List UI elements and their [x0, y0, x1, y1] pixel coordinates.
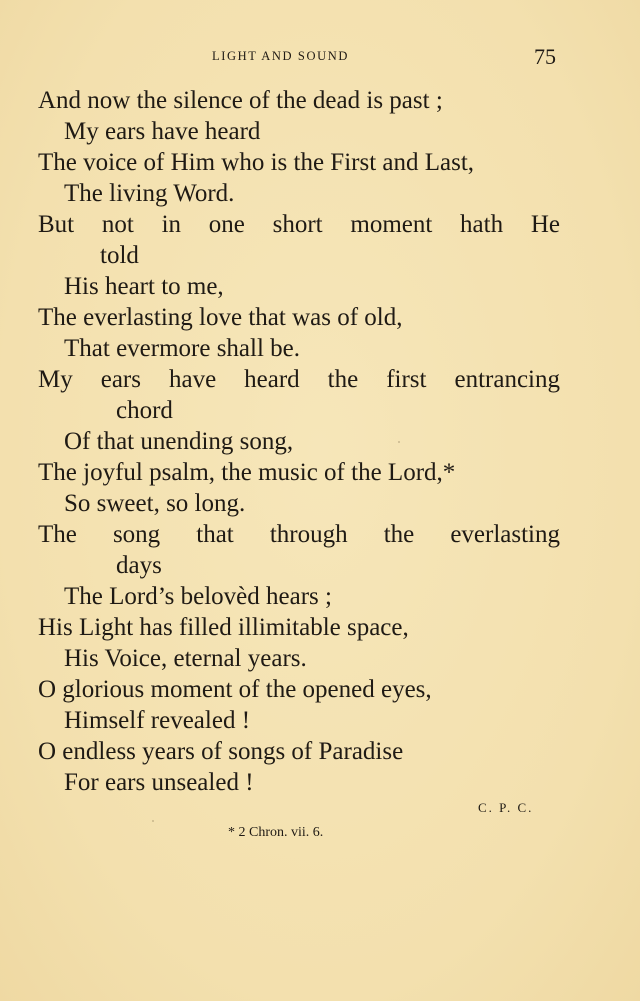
poem-line: days	[116, 552, 162, 579]
paper-speck	[398, 441, 400, 443]
running-head: LIGHT AND SOUND	[212, 49, 349, 63]
paper-speck	[152, 820, 154, 822]
poem-line: That evermore shall be.	[64, 335, 301, 362]
poem-line: Of that unending song,	[64, 428, 294, 455]
poem-line: So sweet, so long.	[64, 490, 246, 517]
poem-line: told	[100, 242, 139, 269]
footnote: * 2 Chron. vii. 6.	[228, 825, 324, 840]
poem-line: His heart to me,	[64, 273, 224, 300]
poem-line: chord	[116, 397, 173, 424]
poem-line: My ears have heard the first entrancing	[38, 366, 560, 393]
poem-line: And now the silence of the dead is past ;	[38, 87, 443, 114]
poem-line: The living Word.	[64, 180, 235, 207]
poem-line: But not in one short moment hath He	[38, 211, 560, 238]
poem-line: My ears have heard	[64, 118, 261, 145]
poem-line: The song that through the everlasting	[38, 521, 560, 548]
poem-line: His Voice, eternal years.	[64, 645, 307, 672]
poem-line: The voice of Him who is the First and Last,	[38, 149, 475, 176]
poem-line: The everlasting love that was of old,	[38, 304, 403, 331]
poem-line: O glorious moment of the opened eyes,	[38, 676, 432, 703]
page-number: 75	[534, 44, 556, 69]
poem-line: For ears unsealed !	[64, 769, 254, 796]
poem-line: Himself revealed !	[64, 707, 251, 734]
author-signature: C. P. C.	[478, 800, 534, 815]
poem-line: His Light has filled illimitable space,	[38, 614, 409, 641]
poem-line: O endless years of songs of Paradise	[38, 738, 404, 765]
poem-line: The Lord’s belovèd hears ;	[64, 583, 332, 610]
poem-line: The joyful psalm, the music of the Lord,*	[38, 459, 456, 486]
